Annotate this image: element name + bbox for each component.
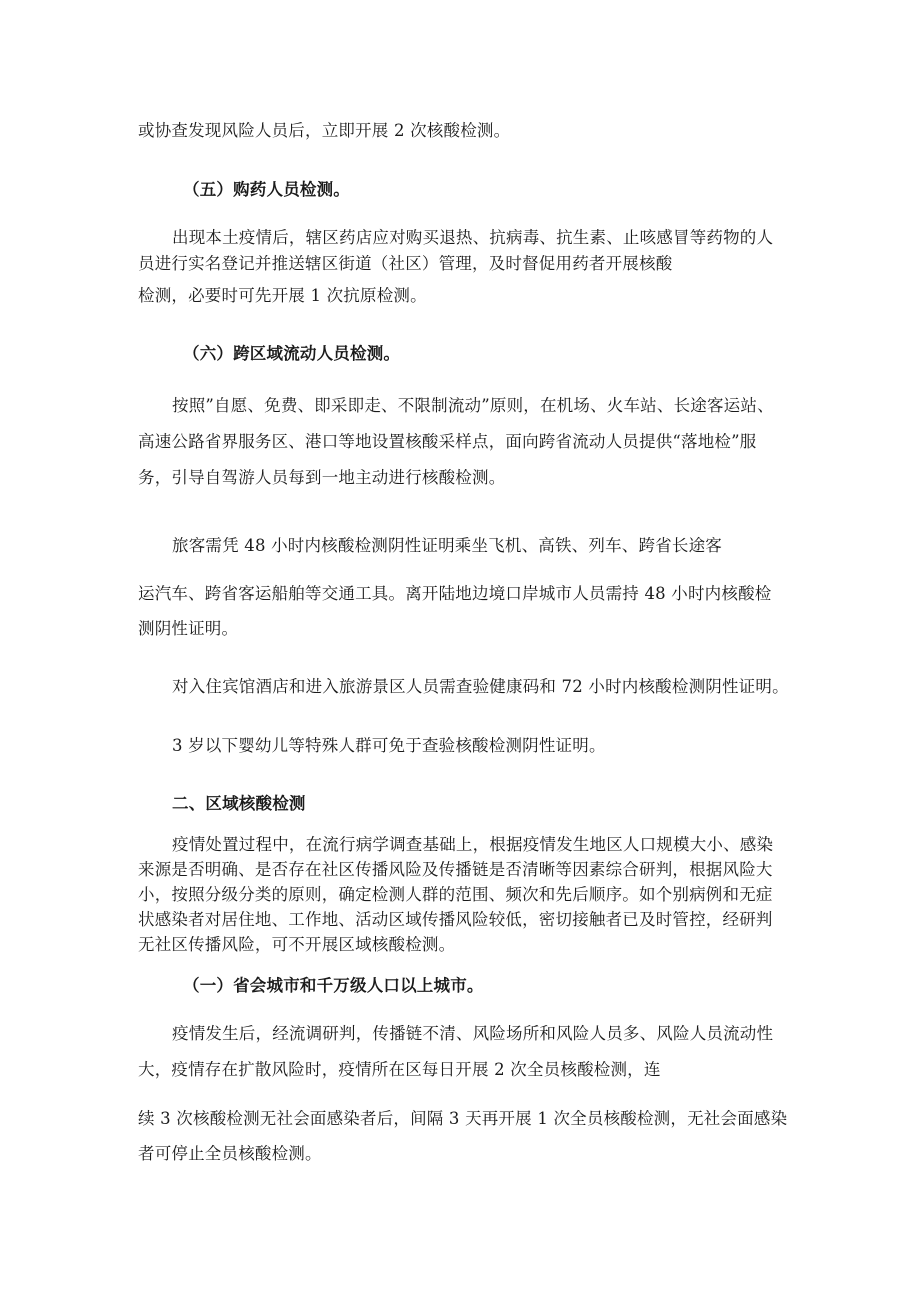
text-line: 按照”自愿、免费、即采即走、不限制流动”原则，在机场、火车站、长途客运站、 [172,396,774,415]
text-line: 大，疫情存在扩散风险时，疫情所在区每日开展 2 次全员核酸检测，连 [138,1060,661,1079]
text-line: 来源是否明确、是否存在社区传播风险及传播链是否清晰等因素综合研判，根据风险大 [138,860,773,879]
text-line: 无社区传播风险，可不开展区域核酸检测。 [138,935,456,954]
section-heading: （五）购药人员检测。 [183,180,350,199]
section-heading: 二、区域核酸检测 [172,794,306,813]
text-line: 运汽车、跨省客运船舶等交通工具。离开陆地边境口岸城市人员需持 48 小时内核酸检 [138,584,772,603]
text-line: 员进行实名登记并推送辖区街道（社区）管理，及时督促用药者开展核酸 [138,254,673,273]
text-line: 对入住宾馆酒店和进入旅游景区人员需查验健康码和 72 小时内核酸检测阴性证明。 [172,677,789,696]
text-line: 或协查发现风险人员后，立即开展 2 次核酸检测。 [138,121,511,140]
text-line: 高速公路省界服务区、港口等地设置核酸采样点，面向跨省流动人员提供“落地检”服 [138,432,757,451]
text-line: 检测，必要时可先开展 1 次抗原检测。 [138,286,427,305]
text-line: 疫情处置过程中，在流行病学调查基础上，根据疫情发生地区人口规模大小、感染 [172,835,774,854]
section-heading: （六）跨区域流动人员检测。 [183,344,401,363]
text-line: 3 岁以下婴幼儿等特殊人群可免于查验核酸检测阴性证明。 [172,736,606,755]
text-line: 续 3 次核酸检测无社会面感染者后，间隔 3 天再开展 1 次全员核酸检测，无社会面感染 [138,1109,788,1128]
text-line: 测阴性证明。 [138,619,239,638]
text-line: 旅客需凭 48 小时内核酸检测阴性证明乘坐飞机、高铁、列车、跨省长途客 [172,536,722,555]
text-line: 者可停止全员核酸检测。 [138,1144,322,1163]
section-heading: （一）省会城市和千万级人口以上城市。 [183,976,484,995]
text-line: 疫情发生后，经流调研判，传播链不清、风险场所和风险人员多、风险人员流动性 [172,1024,774,1043]
text-line: 务，引导自驾游人员每到一地主动进行核酸检测。 [138,468,506,487]
text-line: 小，按照分级分类的原则，确定检测人群的范围、频次和先后顺序。如个别病例和无症 [138,885,773,904]
text-line: 出现本土疫情后，辖区药店应对购买退热、抗病毒、抗生素、止咳感冒等药物的人 [172,228,774,247]
text-line: 状感染者对居住地、工作地、活动区域传播风险较低，密切接触者已及时管控，经研判 [138,910,773,929]
